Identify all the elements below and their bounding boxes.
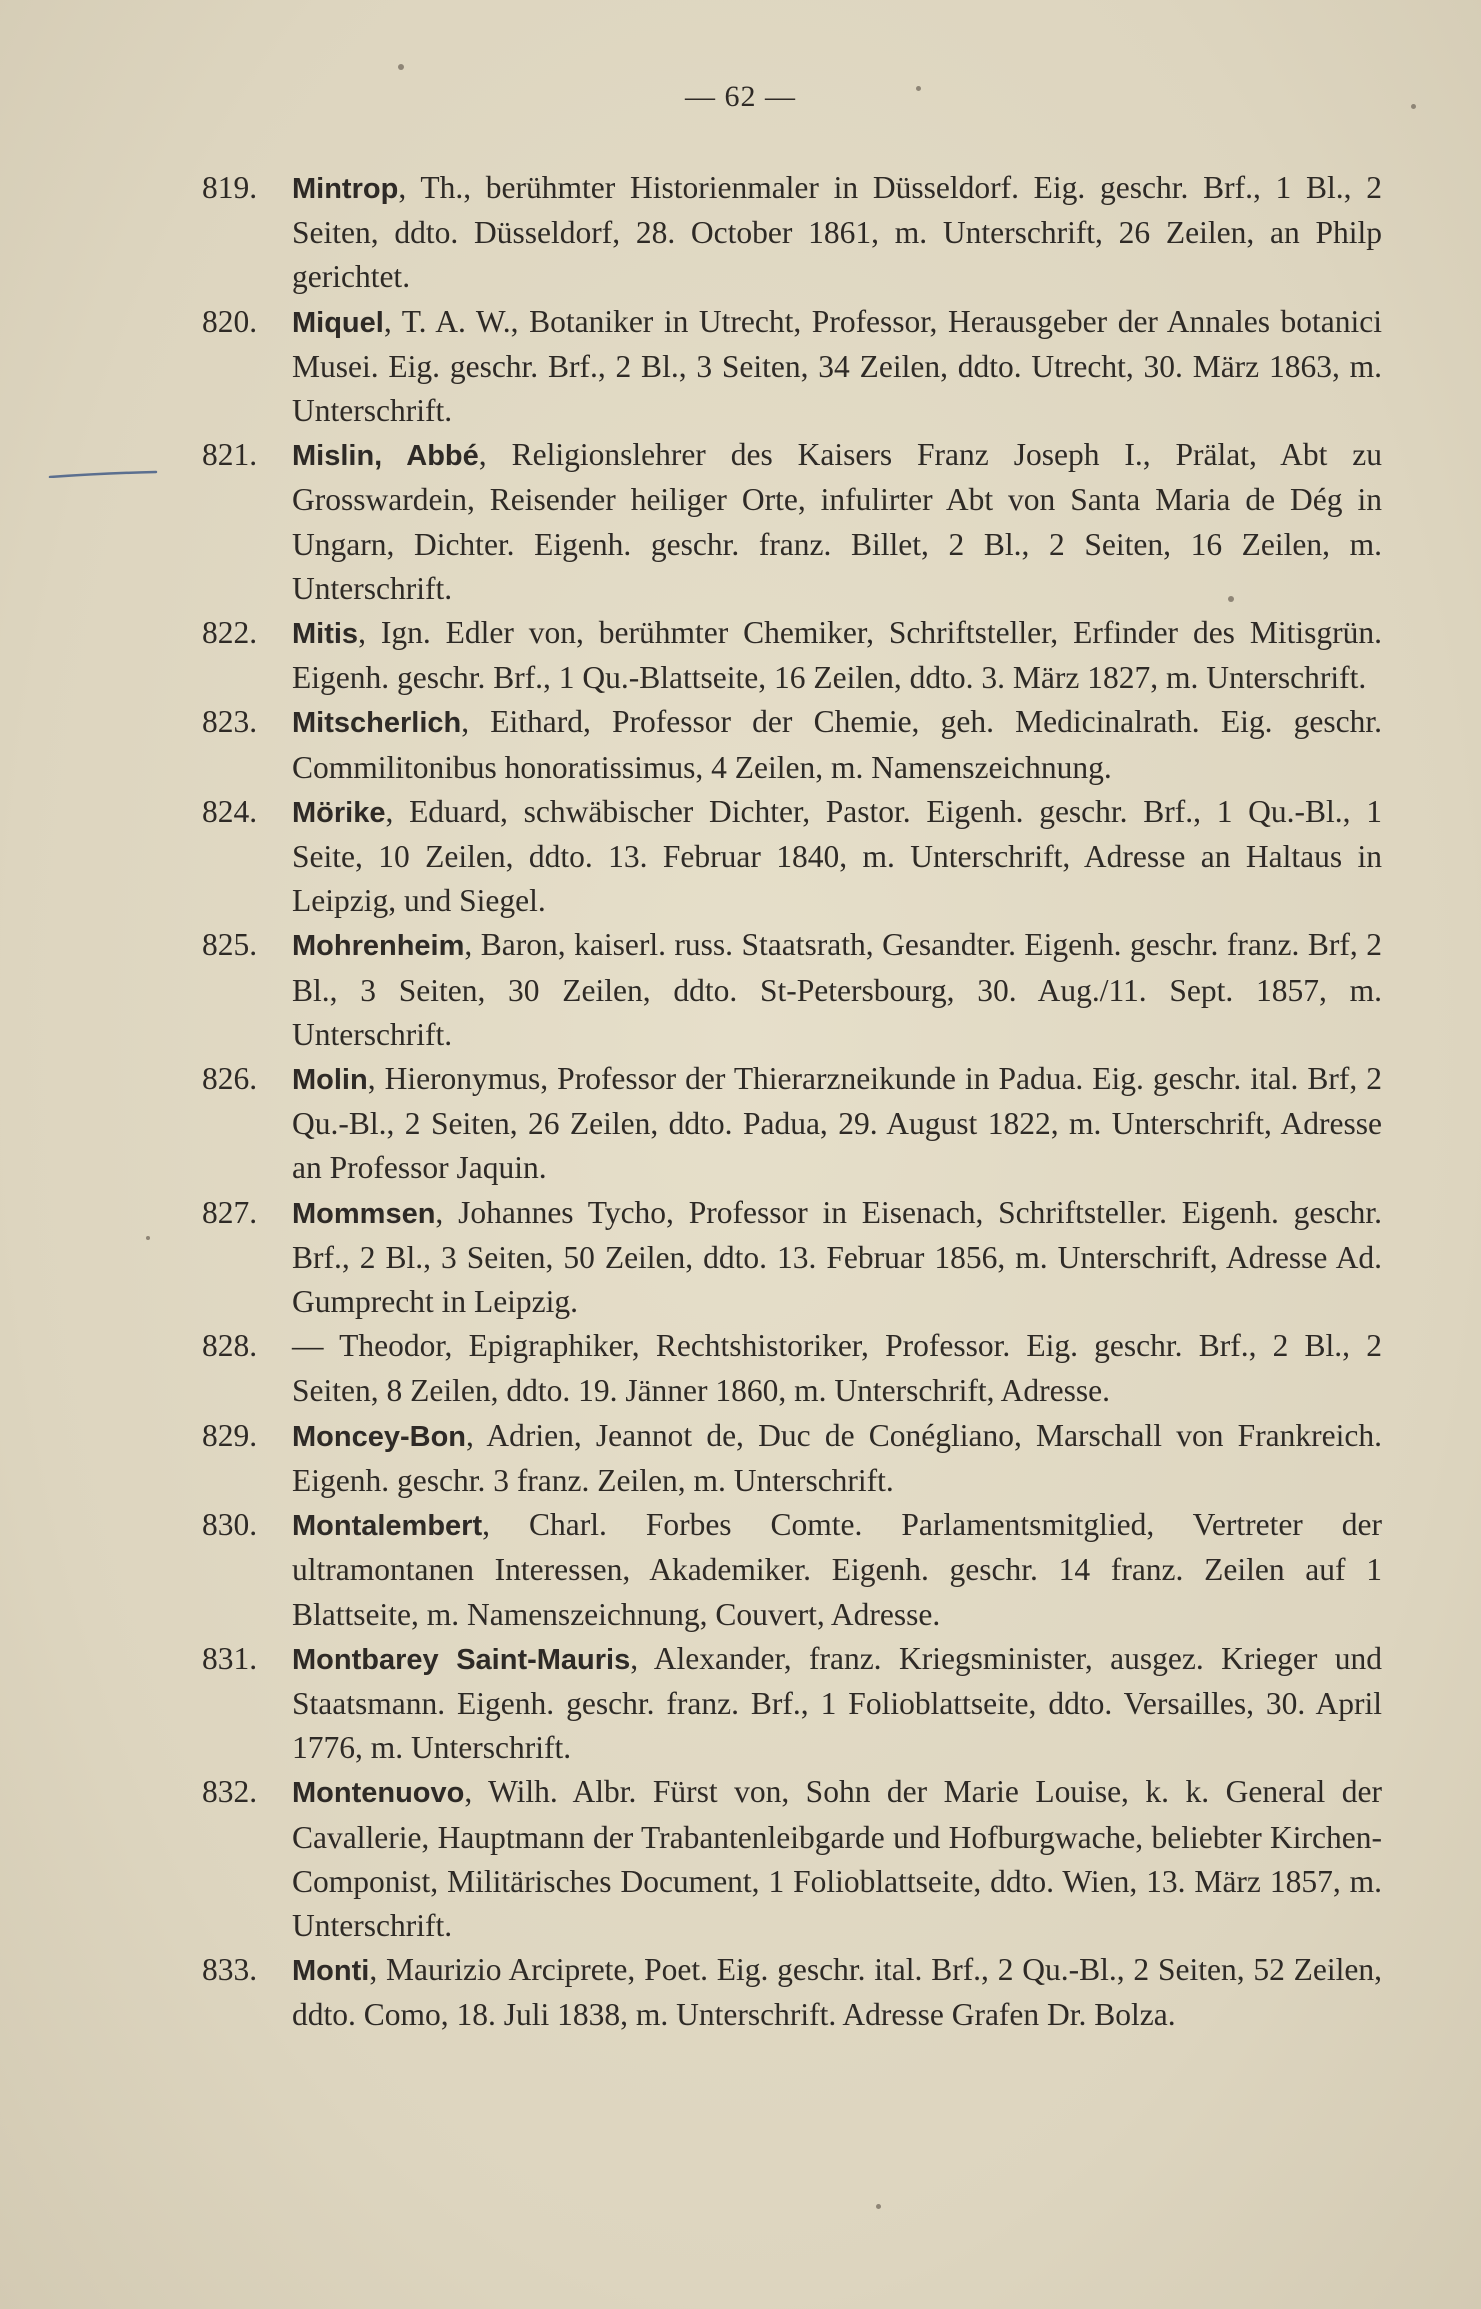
entry-name: Montbarey Saint-Mauris [292,1643,631,1676]
entry-number: 823. [202,704,258,740]
entry [202,700,1382,789]
entry [202,1057,1382,1191]
entry [202,611,1382,700]
paper-speck [398,64,404,70]
entry-text: , Wilh. Albr. Fürst von, Sohn der Marie Louise, k. k. General der Cavallerie, Hauptmann der Trabantenleibgarde und Hofburgwache, beliebter Kirchen-Componist, Militärisches Document, 1 Folioblattseite, ddto. Wien, 13. März 1857, m. Unterschrift. [292,1774,1382,1943]
entry-text: , Adrien, Jeannot de, Duc de Conégliano, Marschall von Frankreich. Eigenh. geschr. 3 franz. Zeilen, m. Unterschrift. [292,1417,1382,1498]
entry-number: 824. [202,793,258,829]
entry-name: Monti [292,1955,370,1988]
paper-speck [876,2204,881,2209]
entry-name: Moncey-Bon [292,1420,466,1453]
entry [202,1503,1382,1637]
paper-speck [146,1236,150,1240]
entry [202,1770,1382,1948]
entry-number: 829. [202,1417,258,1453]
entry [202,1191,1382,1325]
entry-name: Mommsen [292,1197,436,1230]
entry-number: 822. [202,615,258,651]
entry-number: 832. [202,1774,258,1810]
entry-text: , Alexander, franz. Kriegsminister, ausgez. Krieger und Staatsmann. Eigenh. geschr. franz. Brf., 1 Folioblattseite, ddto. Versailles, 30. April 1776, m. Unterschrift. [292,1640,1382,1766]
page-number: — 62 — [685,80,796,113]
entry-number: 826. [202,1061,258,1097]
paper-speck [1411,104,1416,109]
entry-number: 833. [202,1952,258,1988]
entry [202,166,1382,300]
entry-name: Mohrenheim [292,930,465,963]
entry [202,300,1382,434]
entry-text: , Hieronymus, Professor der Thierarzneikunde in Padua. Eig. geschr. ital. Brf, 2 Qu.-Bl., 2 Seiten, 26 Zeilen, ddto. Padua, 29. August 1822, m. Unterschrift, Adresse an Professor Jaquin. [292,1061,1382,1186]
entry-list [202,166,1382,2038]
entry-text: , Eduard, schwäbischer Dichter, Pastor. Eigenh. geschr. Brf., 1 Qu.-Bl., 1 Seite, 10 Zeilen, ddto. 13. Februar 1840, m. Unterschrift, Adresse an Haltaus in Leipzig, und Siegel. [292,793,1382,919]
entry-name: Mitscherlich [292,707,462,740]
entry-text: — Theodor, Epigraphiker, Rechtshistoriker, Professor. Eig. geschr. Brf., 2 Bl., 2 Seiten, 8 Zeilen, ddto. 19. Jänner 1860, m. Unterschrift, Adresse. [292,1328,1382,1409]
entry-name: Montenuovo [292,1777,465,1810]
entry-number: 820. [202,303,258,339]
entry-name: Mintrop [292,173,399,205]
entry-text: , Johannes Tycho, Professor in Eisenach, Schriftsteller. Eigenh. geschr. Brf., 2 Bl., 3 Seiten, 50 Zeilen, ddto. 13. Februar 1856, m. Unterschrift, Adresse Ad. Gumprecht in Leipzig. [292,1194,1382,1320]
entry [202,923,1382,1057]
entry-name: Montalembert [292,1510,483,1543]
entry-text: , Charl. Forbes Comte. Parlamentsmitglied, Vertreter der ultramontanen Interessen, Akademiker. Eigenh. geschr. 14 franz. Zeilen auf 1 Blattseite, m. Namenszeichnung, Couvert, Adresse. [292,1507,1382,1632]
entry [202,1414,1382,1503]
entry-number: 827. [202,1194,258,1230]
entry [202,790,1382,924]
entry [202,433,1382,611]
entry-number: 831. [202,1640,258,1676]
entry-name: Molin [292,1064,368,1097]
entry-number: 819. [202,170,258,205]
entry-text: , Baron, kaiserl. russ. Staatsrath, Gesandter. Eigenh. geschr. franz. Brf, 2 Bl., 3 Seiten, 30 Zeilen, ddto. St-Petersbourg, 30. Aug./11. Sept. 1857, m. Unterschrift. [292,927,1382,1052]
entry [202,1948,1382,2037]
entry-number: 821. [202,437,258,473]
entry-name: Miquel [292,306,384,339]
paper-speck [916,86,921,91]
entry-text: , Religionslehrer des Kaisers Franz Joseph I., Prälat, Abt zu Grosswardein, Reisender heiliger Orte, infulirter Abt von Santa Maria de Dég in Ungarn, Dichter. Eigenh. geschr. franz. Billet, 2 Bl., 2 Seiten, 16 Zeilen, m. Unterschrift. [292,437,1382,606]
entry [202,1324,1382,1413]
entry-name: Mitis [292,618,359,651]
entry-number: 830. [202,1507,258,1543]
entry-text: , Eithard, Professor der Chemie, geh. Medicinalrath. Eig. geschr. Commilitonibus honoratissimus, 4 Zeilen, m. Namenszeichnung. [292,704,1382,785]
entry-number: 825. [202,927,258,963]
entry-text: , T. A. W., Botaniker in Utrecht, Professor, Herausgeber der Annales botanici Musei. Eig. geschr. Brf., 2 Bl., 3 Seiten, 34 Zeilen, ddto. Utrecht, 30. März 1863, m. Unterschrift. [292,303,1382,429]
entry-name: Mörike [292,796,386,829]
entry-text: , Ign. Edler von, berühmter Chemiker, Schriftsteller, Erfinder des Mitisgrün. Eigenh. geschr. Brf., 1 Qu.-Blattseite, 16 Zeilen, ddto. 3. März 1827, m. Unterschrift. [292,615,1382,696]
entry-text: , Maurizio Arciprete, Poet. Eig. geschr. ital. Brf., 2 Qu.-Bl., 2 Seiten, 52 Zeilen, ddto. Como, 18. Juli 1838, m. Unterschrift. Adresse Grafen Dr. Bolza. [292,1952,1382,2033]
entry-text: , Th., berühmter Historienmaler in Düsseldorf. Eig. geschr. Brf., 1 Bl., 2 Seiten, ddto. Düsseldorf, 28. October 1861, m. Unterschrift, 26 Zeilen, an Philp gerichtet. [292,170,1382,295]
pencil-mark [48,470,158,478]
entry-name: Mislin, Abbé [292,440,479,473]
entry [202,1637,1382,1771]
entry-number: 828. [202,1328,258,1364]
